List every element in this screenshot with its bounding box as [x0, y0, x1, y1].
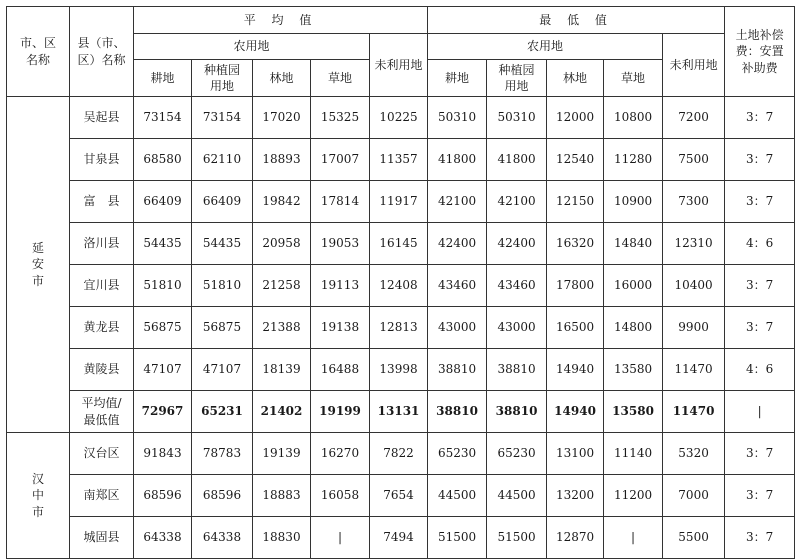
value-cell: 73154	[134, 97, 192, 139]
value-cell: 11917	[370, 181, 428, 223]
value-cell: 50310	[487, 97, 547, 139]
value-cell: 12870	[547, 517, 604, 559]
ratio-cell: 4：6	[725, 223, 795, 265]
value-cell: 7200	[663, 97, 725, 139]
value-cell: 14840	[604, 223, 663, 265]
value-cell: 7500	[663, 139, 725, 181]
value-cell: 43000	[487, 307, 547, 349]
value-cell: 11140	[604, 433, 663, 475]
value-cell: 47107	[134, 349, 192, 391]
county-name-cell: 汉台区	[70, 433, 134, 475]
value-cell: 56875	[134, 307, 192, 349]
value-cell: 68580	[134, 139, 192, 181]
value-cell: 51810	[134, 265, 192, 307]
value-cell: 47107	[192, 349, 253, 391]
ratio-cell: 3：7	[725, 181, 795, 223]
header-min-farmland: 农用地	[428, 34, 663, 60]
value-cell: 17020	[253, 97, 311, 139]
value-cell: 42100	[487, 181, 547, 223]
value-cell: 16270	[311, 433, 370, 475]
value-cell: 91843	[134, 433, 192, 475]
value-cell: 78783	[192, 433, 253, 475]
header-avg-forest: 林地	[253, 60, 311, 97]
value-cell: 11470	[663, 391, 725, 433]
county-name-cell: 黄陵县	[70, 349, 134, 391]
value-cell: 42400	[487, 223, 547, 265]
table-body	[7, 97, 795, 559]
table-row	[7, 433, 795, 475]
value-cell: 12408	[370, 265, 428, 307]
value-cell: 12540	[547, 139, 604, 181]
county-name-cell: 洛川县	[70, 223, 134, 265]
value-cell: 54435	[134, 223, 192, 265]
value-cell: 5500	[663, 517, 725, 559]
table-row	[7, 181, 795, 223]
land-compensation-table	[6, 6, 795, 559]
value-cell: 68596	[134, 475, 192, 517]
city-name-cell: 延 安 市	[7, 97, 70, 433]
header-avg-grass: 草地	[311, 60, 370, 97]
value-cell: 51810	[192, 265, 253, 307]
value-cell: 65230	[428, 433, 487, 475]
county-name-cell: 甘泉县	[70, 139, 134, 181]
value-cell: 18883	[253, 475, 311, 517]
value-cell: 54435	[192, 223, 253, 265]
value-cell: 41800	[487, 139, 547, 181]
value-cell: 19199	[311, 391, 370, 433]
value-cell: 5320	[663, 433, 725, 475]
value-cell: 65230	[487, 433, 547, 475]
value-cell: 13131	[370, 391, 428, 433]
header-avg-cultivated: 耕地	[134, 60, 192, 97]
county-name-cell: 宜川县	[70, 265, 134, 307]
header-city: 市、区 名称	[7, 7, 70, 97]
ratio-cell: 3：7	[725, 307, 795, 349]
value-cell: 50310	[428, 97, 487, 139]
value-cell: 38810	[428, 391, 487, 433]
value-cell: 19139	[253, 433, 311, 475]
ratio-cell: 3：7	[725, 139, 795, 181]
value-cell: 7300	[663, 181, 725, 223]
value-cell: 9900	[663, 307, 725, 349]
header-minimum: 最 低 值	[428, 7, 725, 34]
value-cell: 43000	[428, 307, 487, 349]
county-name-cell: 黄龙县	[70, 307, 134, 349]
value-cell: 18139	[253, 349, 311, 391]
value-cell: 51500	[487, 517, 547, 559]
value-cell: 11200	[604, 475, 663, 517]
value-cell: 15325	[311, 97, 370, 139]
value-cell: 43460	[487, 265, 547, 307]
value-cell: 65231	[192, 391, 253, 433]
table-row	[7, 517, 795, 559]
value-cell: 11357	[370, 139, 428, 181]
value-cell: 42400	[428, 223, 487, 265]
county-name-cell: 富 县	[70, 181, 134, 223]
value-cell: 10225	[370, 97, 428, 139]
county-name-cell: 平均值/ 最低值	[70, 391, 134, 433]
county-name-cell: 吴起县	[70, 97, 134, 139]
table-header	[7, 7, 795, 97]
county-name-cell: 城固县	[70, 517, 134, 559]
value-cell: 17800	[547, 265, 604, 307]
value-cell: |	[604, 517, 663, 559]
value-cell: 13580	[604, 391, 663, 433]
table-row	[7, 307, 795, 349]
header-average: 平 均 值	[134, 7, 428, 34]
county-name-cell: 南郑区	[70, 475, 134, 517]
value-cell: 10900	[604, 181, 663, 223]
header-county: 县（市、 区）名称	[70, 7, 134, 97]
ratio-cell: 3：7	[725, 475, 795, 517]
value-cell: 12000	[547, 97, 604, 139]
value-cell: 66409	[192, 181, 253, 223]
header-avg-orchard: 种植园 用地	[192, 60, 253, 97]
value-cell: 13580	[604, 349, 663, 391]
value-cell: 7494	[370, 517, 428, 559]
table-row	[7, 475, 795, 517]
value-cell: 16488	[311, 349, 370, 391]
value-cell: 14800	[604, 307, 663, 349]
value-cell: 7000	[663, 475, 725, 517]
value-cell: 16058	[311, 475, 370, 517]
value-cell: 11280	[604, 139, 663, 181]
value-cell: 12310	[663, 223, 725, 265]
value-cell: 73154	[192, 97, 253, 139]
header-min-forest: 林地	[547, 60, 604, 97]
value-cell: 21402	[253, 391, 311, 433]
value-cell: 16000	[604, 265, 663, 307]
table-row	[7, 265, 795, 307]
value-cell: 11470	[663, 349, 725, 391]
ratio-cell: 4：6	[725, 349, 795, 391]
value-cell: 38810	[487, 391, 547, 433]
value-cell: 56875	[192, 307, 253, 349]
value-cell: 10800	[604, 97, 663, 139]
header-min-cultivated: 耕地	[428, 60, 487, 97]
summary-row	[7, 391, 795, 433]
value-cell: 14940	[547, 349, 604, 391]
value-cell: 14940	[547, 391, 604, 433]
value-cell: 62110	[192, 139, 253, 181]
value-cell: 19138	[311, 307, 370, 349]
header-min-unused: 未利用地	[663, 34, 725, 97]
value-cell: 12150	[547, 181, 604, 223]
table-row	[7, 97, 795, 139]
table-row	[7, 139, 795, 181]
value-cell: 10400	[663, 265, 725, 307]
header-min-grass: 草地	[604, 60, 663, 97]
value-cell: 17814	[311, 181, 370, 223]
value-cell: 38810	[428, 349, 487, 391]
ratio-cell: |	[725, 391, 795, 433]
value-cell: 42100	[428, 181, 487, 223]
ratio-cell: 3：7	[725, 97, 795, 139]
ratio-cell: 3：7	[725, 265, 795, 307]
value-cell: 18893	[253, 139, 311, 181]
value-cell: |	[311, 517, 370, 559]
header-compensation-ratio: 土地补偿 费：安置 补助费	[725, 7, 795, 97]
city-name-cell: 汉 中 市	[7, 433, 70, 559]
value-cell: 72967	[134, 391, 192, 433]
ratio-cell: 3：7	[725, 517, 795, 559]
value-cell: 7654	[370, 475, 428, 517]
value-cell: 41800	[428, 139, 487, 181]
value-cell: 21388	[253, 307, 311, 349]
value-cell: 13998	[370, 349, 428, 391]
header-avg-unused: 未利用地	[370, 34, 428, 97]
value-cell: 7822	[370, 433, 428, 475]
value-cell: 19842	[253, 181, 311, 223]
value-cell: 16320	[547, 223, 604, 265]
value-cell: 68596	[192, 475, 253, 517]
table-row	[7, 223, 795, 265]
table-row	[7, 349, 795, 391]
value-cell: 66409	[134, 181, 192, 223]
value-cell: 64338	[192, 517, 253, 559]
header-min-orchard: 种植园 用地	[487, 60, 547, 97]
value-cell: 38810	[487, 349, 547, 391]
value-cell: 21258	[253, 265, 311, 307]
value-cell: 43460	[428, 265, 487, 307]
value-cell: 16500	[547, 307, 604, 349]
value-cell: 51500	[428, 517, 487, 559]
value-cell: 13100	[547, 433, 604, 475]
header-avg-farmland: 农用地	[134, 34, 370, 60]
value-cell: 17007	[311, 139, 370, 181]
value-cell: 64338	[134, 517, 192, 559]
value-cell: 12813	[370, 307, 428, 349]
value-cell: 13200	[547, 475, 604, 517]
value-cell: 20958	[253, 223, 311, 265]
value-cell: 19113	[311, 265, 370, 307]
value-cell: 44500	[428, 475, 487, 517]
value-cell: 16145	[370, 223, 428, 265]
value-cell: 44500	[487, 475, 547, 517]
value-cell: 18830	[253, 517, 311, 559]
value-cell: 19053	[311, 223, 370, 265]
ratio-cell: 3：7	[725, 433, 795, 475]
